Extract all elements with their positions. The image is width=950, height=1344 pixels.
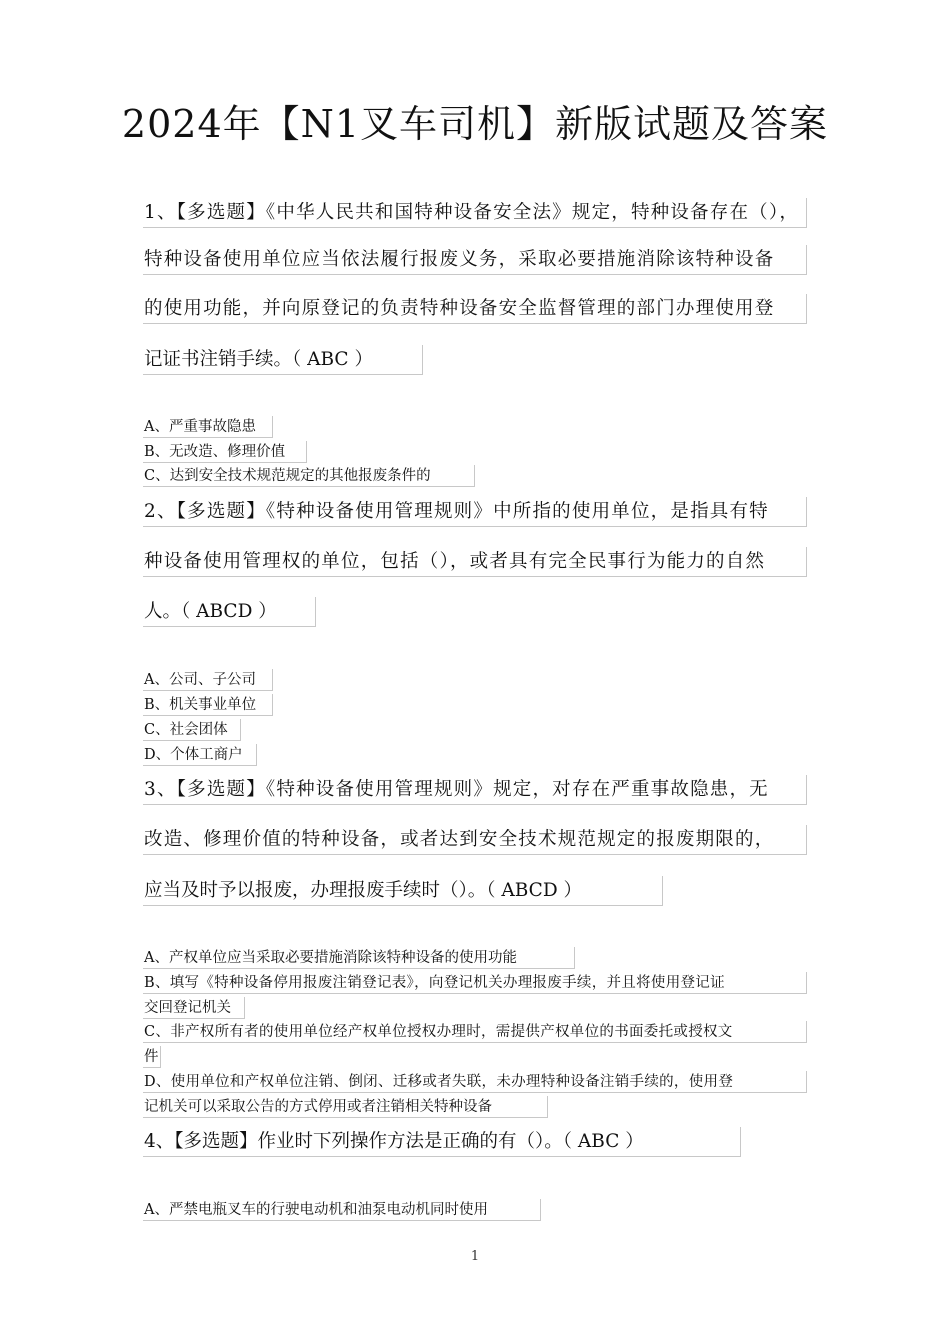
question-3-option-d-line-2: 记机关可以采取公告的方式停用或者注销相关特种设备 [143, 1096, 548, 1118]
question-1-line-3: 的使用功能，并向原登记的负责特种设备安全监督管理的部门办理使用登 [143, 294, 807, 324]
question-3-option-b-line-1: B、填写《特种设备停用报废注销登记表》，向登记机关办理报废手续，并且将使用登记证 [143, 972, 807, 994]
page-number: 1 [470, 1249, 480, 1264]
question-1-option-b: B、无改造、修理价值 [143, 441, 307, 463]
question-3-line-2: 改造、修理价值的特种设备，或者达到安全技术规范规定的报废期限的， [143, 825, 807, 855]
question-2-option-d: D、个体工商户 [143, 744, 257, 766]
question-3-line-1: 3、【多选题】《特种设备使用管理规则》规定，对存在严重事故隐患，无 [143, 775, 807, 805]
question-2-line-3: 人。（ ABCD ） [143, 597, 316, 627]
question-1-line-2: 特种设备使用单位应当依法履行报废义务，采取必要措施消除该特种设备 [143, 245, 807, 275]
question-2-option-a: A、公司、子公司 [143, 669, 273, 691]
question-3-line-3: 应当及时予以报废，办理报废手续时（）。（ ABCD ） [143, 876, 663, 906]
question-2-option-c: C、社会团体 [143, 719, 241, 741]
question-3-option-d-line-1: D、使用单位和产权单位注销、倒闭、迁移或者失联，未办理特种设备注销手续的，使用登 [143, 1071, 807, 1093]
question-3-option-b-line-2: 交回登记机关 [143, 997, 245, 1019]
question-2-line-1: 2、【多选题】《特种设备使用管理规则》中所指的使用单位，是指具有特 [143, 497, 807, 527]
question-3-option-c-line-1: C、非产权所有者的使用单位经产权单位授权办理时，需提供产权单位的书面委托或授权文 [143, 1021, 807, 1043]
question-1-line-1: 1、【多选题】《中华人民共和国特种设备安全法》规定，特种设备存在（）， [143, 198, 807, 228]
document-title: 2024年【N1叉车司机】新版试题及答案 [121, 102, 829, 146]
question-1-line-4: 记证书注销手续。（ ABC ） [143, 345, 423, 375]
question-2-option-b: B、机关事业单位 [143, 694, 273, 716]
question-3-option-a: A、产权单位应当采取必要措施消除该特种设备的使用功能 [143, 947, 575, 969]
question-4-option-a: A、严禁电瓶叉车的行驶电动机和油泵电动机同时使用 [143, 1199, 541, 1221]
question-1-option-c: C、达到安全技术规范规定的其他报废条件的 [143, 465, 475, 487]
question-3-option-c-line-2: 件 [143, 1046, 161, 1068]
question-1-option-a: A、严重事故隐患 [143, 416, 273, 438]
question-2-line-2: 种设备使用管理权的单位，包括（），或者具有完全民事行为能力的自然 [143, 547, 807, 577]
question-4-line-1: 4、【多选题】作业时下列操作方法是正确的有（）。（ ABC ） [143, 1127, 741, 1157]
